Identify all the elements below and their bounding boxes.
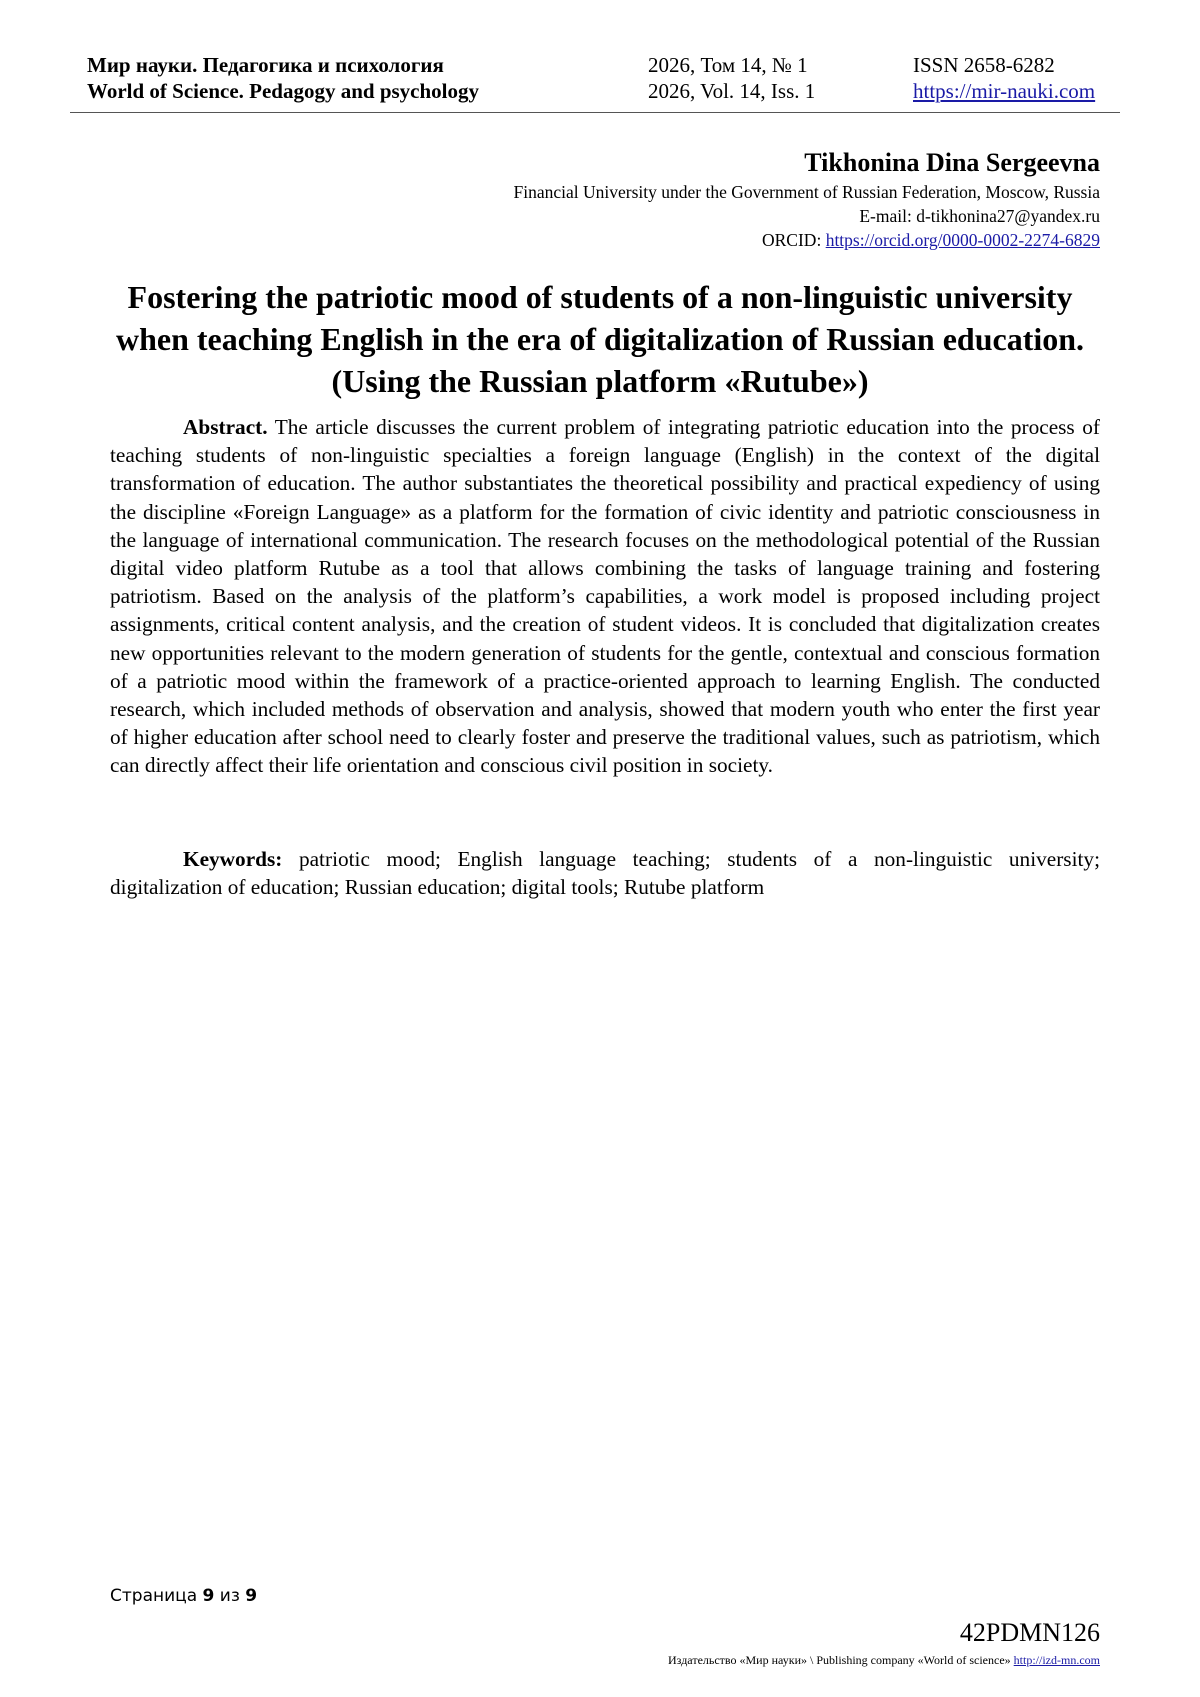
keywords-label: Keywords:	[183, 847, 283, 871]
orcid-label: ORCID:	[762, 230, 826, 250]
issue-block	[648, 52, 815, 104]
journal-name-block	[87, 52, 479, 104]
page-total: 9	[245, 1586, 258, 1606]
keywords-text: patriotic mood; English language teaching; students of a non-linguistic university; digitalization of education; Russian education; digital tools; Rutube platform	[110, 847, 1100, 900]
article-title: Fostering the patriotic mood of students of a non-linguistic university when teaching English in the era of digitalization of Russian education. (Using the Russian platform «Rutube»)	[115, 279, 1085, 399]
issue-ru: 2026, Том 14, № 1	[648, 53, 808, 77]
author-email: E-mail: d-tikhonina27@yandex.ru	[859, 206, 1100, 226]
issn-block	[913, 52, 1095, 104]
journal-header	[70, 52, 1120, 113]
issue-en: 2026, Vol. 14, Iss. 1	[648, 79, 816, 103]
author-block	[514, 146, 1100, 252]
author-name: Tikhonina Dina Sergeevna	[804, 148, 1100, 177]
abstract	[110, 413, 1100, 780]
orcid-link[interactable]: https://orcid.org/0000-0002-2274-6829	[825, 230, 1100, 250]
journal-site-link[interactable]: https://mir-nauki.com	[913, 79, 1096, 103]
page-of: из	[219, 1586, 240, 1606]
publisher-link[interactable]: http://izd-mn.com	[1013, 1653, 1100, 1667]
keywords	[110, 845, 1100, 901]
publisher-text: Издательство «Мир науки» \ Publishing company «World of science»	[668, 1653, 1014, 1667]
abstract-text: The article discusses the current problem of integrating patriotic education into the process of teaching students of non-linguistic specialties a foreign language (English) in the context of the digital transformation of education. The author substantiates the theoretical possibility and practical expediency of using the discipline «Foreign Language» as a platform for the formation of civic identity and patriotic consciousness in the language of international communication. The research focuses on the methodological potential of the Russian digital video platform Rutube as a tool that allows combining the tasks of language training and fostering patriotism. Based on the analysis of the platform’s capabilities, a work model is proposed including project assignments, critical content analysis, and the creation of student videos. It is concluded that digitalization creates new opportunities relevant to the modern generation of students for the gentle, contextual and conscious formation of a patriotic mood within the framework of a practice-oriented approach to learning English. The conducted research, which included methods of observation and analysis, showed that modern youth who enter the first year of higher education after school need to clearly foster and preserve the traditional values, such as patriotism, which can directly affect their life orientation and conscious civil position in society.	[110, 415, 1100, 778]
article-code: 42PDMN126	[959, 1618, 1100, 1647]
abstract-label: Abstract.	[183, 415, 268, 439]
issn: ISSN 2658-6282	[913, 53, 1055, 77]
journal-name-en: World of Science. Pedagogy and psychology	[87, 79, 480, 103]
author-orcid	[514, 228, 1100, 252]
author-affiliation: Financial University under the Government of Russian Federation, Moscow, Russia	[513, 182, 1100, 202]
journal-name-ru: Мир науки. Педагогика и психология	[87, 53, 444, 77]
page-word: Страница	[110, 1586, 198, 1606]
page-current: 9	[202, 1586, 215, 1606]
publisher-line	[668, 1652, 1100, 1668]
page-counter	[110, 1586, 257, 1606]
